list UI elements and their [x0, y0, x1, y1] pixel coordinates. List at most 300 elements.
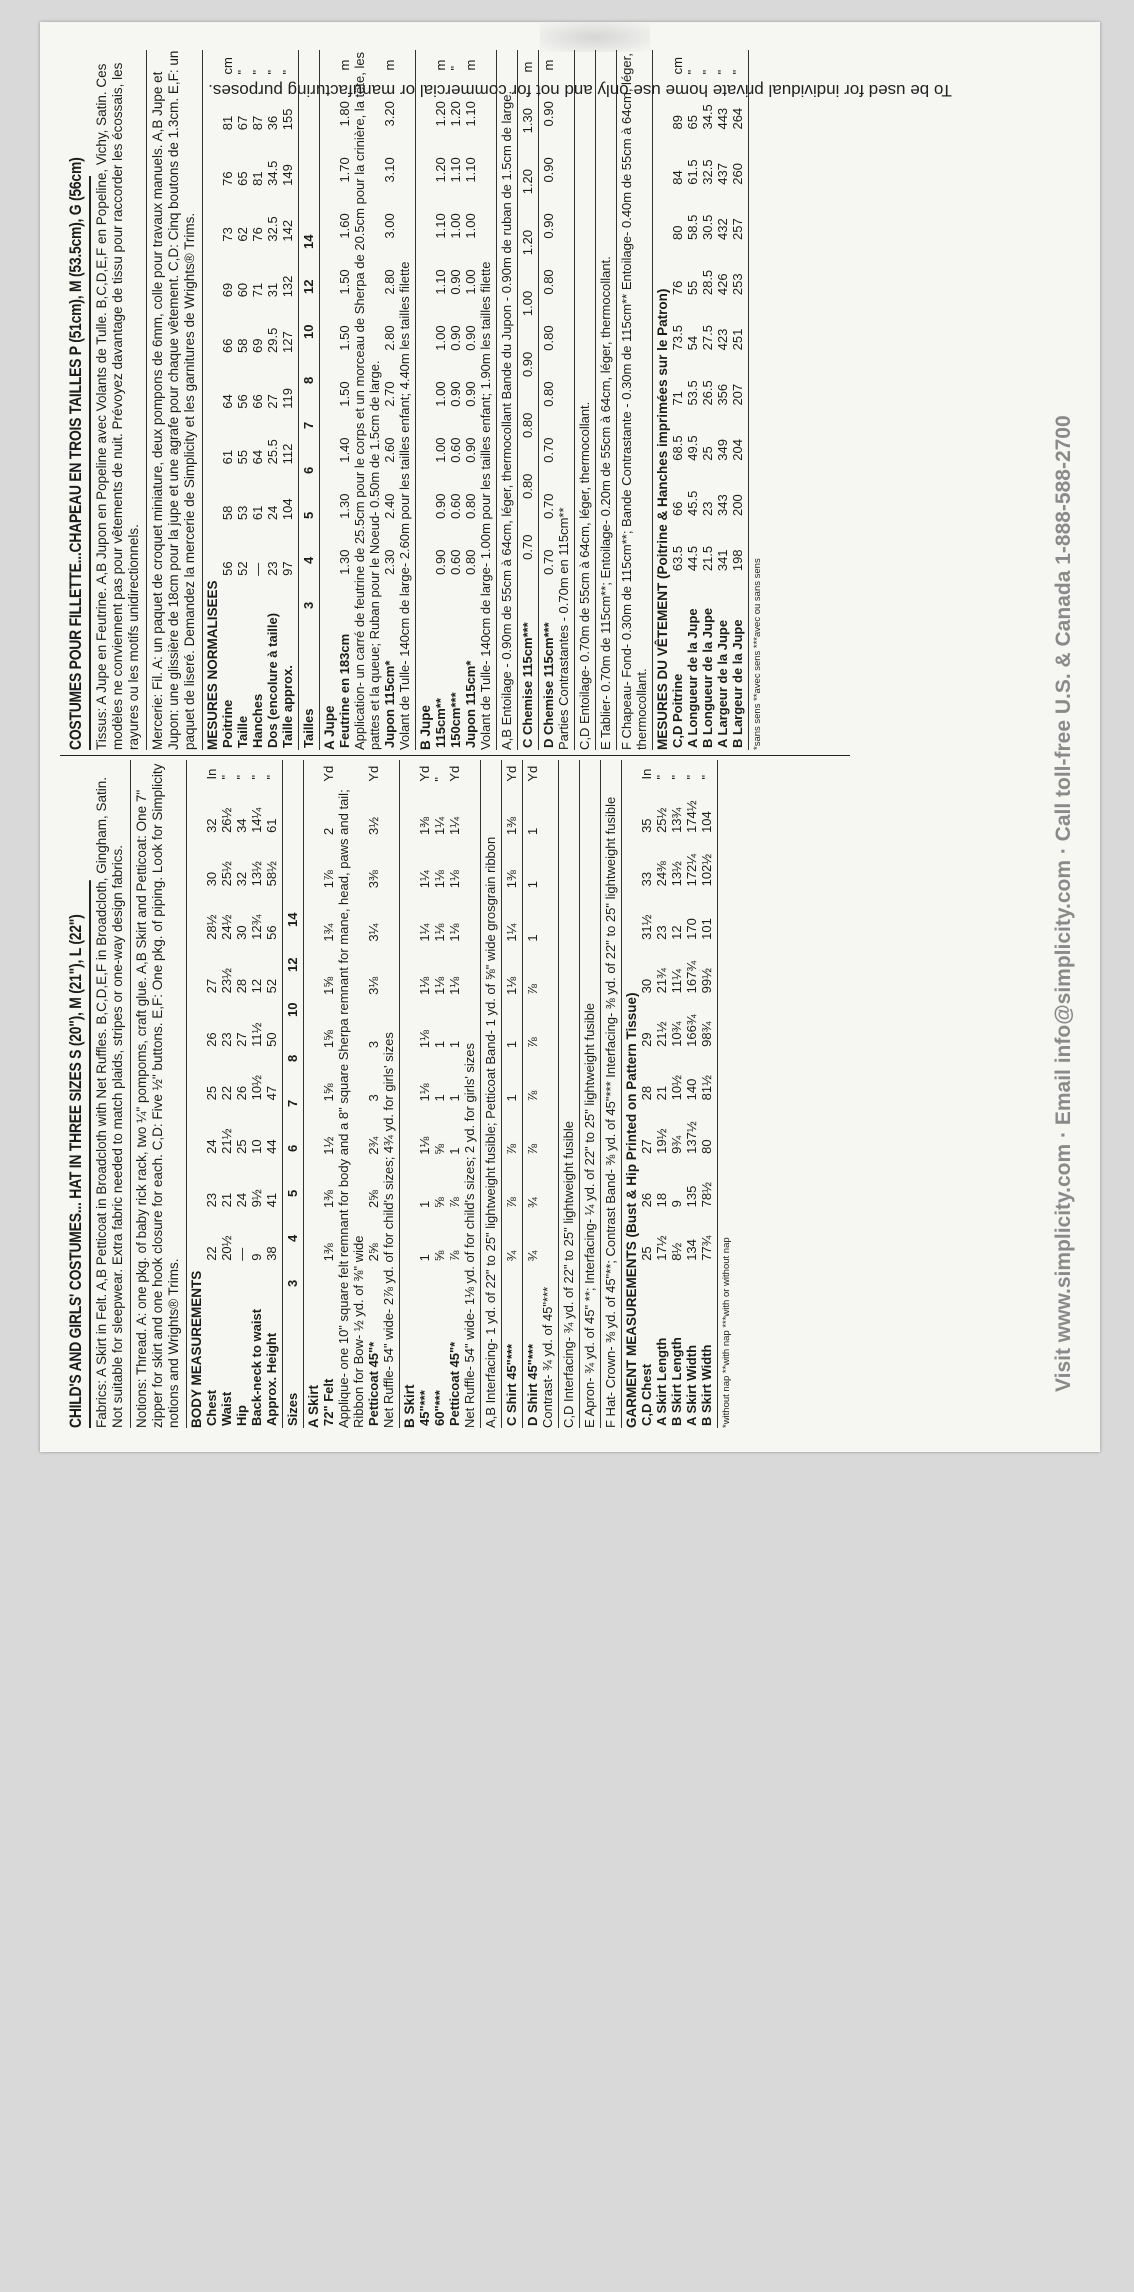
size-value: 7	[285, 1099, 300, 1107]
cell-value: 1.20	[433, 101, 448, 127]
unit-label: "	[235, 69, 250, 75]
cell-value: 58½	[264, 861, 279, 887]
french-title: COSTUMES POUR FILLETTE...CHAPEAU EN TROIS TAILLES P (51cm), M (53.5cm), G (56cm)	[62, 176, 91, 750]
unit-label: "	[700, 69, 715, 75]
cell-value: 32.5	[265, 216, 280, 242]
cell-value: 73.5	[670, 325, 685, 351]
size-value: 10	[301, 324, 316, 339]
b-skirt-yardage	[400, 760, 481, 1428]
cell-value: 56	[235, 394, 250, 409]
cell-value: 33	[639, 871, 654, 887]
english-footnote: *without nap **with nap ***with or without nap	[721, 1237, 732, 1428]
cell-value: 200	[730, 494, 745, 516]
cell-value: 12¾	[249, 914, 264, 940]
unit-label: Yd	[366, 765, 381, 782]
cell-value: 21.5	[700, 545, 715, 572]
cell-value: 1.50	[337, 269, 352, 295]
cell-value: 49.5	[685, 435, 700, 461]
cell-value: 30	[639, 978, 654, 994]
a-skirt-heading: A Skirt	[306, 1384, 321, 1428]
cell-value: 1⅝	[321, 1030, 336, 1049]
cell-value: 1½	[321, 1136, 336, 1155]
cell-value: 1	[447, 1147, 462, 1155]
cell-value: 0.70	[541, 493, 556, 519]
cell-value: 63.5	[670, 545, 685, 572]
row-label: A Skirt Width	[684, 1344, 699, 1426]
cell-value: 44.5	[685, 545, 700, 572]
cell-value: 0.90	[433, 549, 448, 575]
applique-note: Applique- one 10" square felt remnant for body and a 8" square Sherpa remnant for mane, head, paws and tail; Ribbon for Bow- ½ yd. of ⅜" wide	[336, 789, 366, 1428]
cell-value: 21¾	[654, 968, 669, 994]
row-label: D Chemise 115cm***	[541, 622, 556, 748]
cell-value: 0.90	[463, 437, 478, 463]
unit-label: "	[234, 774, 249, 780]
cell-value: 1⅛	[417, 1030, 432, 1049]
cell-value: 54	[685, 335, 700, 351]
cell-value: 24	[265, 505, 280, 521]
cell-value: 23	[700, 501, 715, 516]
cell-value: 52	[264, 978, 279, 994]
a-petticoat-row	[366, 760, 381, 1428]
cell-value: 89	[670, 115, 685, 130]
a-jupe-tissu-row	[337, 50, 352, 750]
english-fabrics: Fabrics: A Skirt in Felt. A,B Petticoat in Broadcloth with Net Ruffles. B,C,D,E,F in Broadcloth, Gingham, Satin. Not suitable for sleepwear. Extra fabric needed to match plaids, stripes or one-way design fabrics.	[91, 760, 131, 1428]
unit-label: cm	[220, 57, 235, 75]
cell-value: 0.90	[541, 101, 556, 127]
row-label: Jupon 115cm*	[382, 660, 397, 748]
a-skirt-fabric-row	[321, 760, 336, 1428]
mesure-vetement-row	[685, 50, 700, 750]
cell-value: 34	[234, 818, 249, 833]
cell-value: 0.80	[520, 412, 535, 438]
body-measurement-row	[249, 760, 264, 1428]
cell-value: 356	[715, 383, 730, 406]
cell-value: 14¼	[249, 807, 264, 833]
cell-value: 61	[220, 449, 235, 465]
cell-value: 1.00	[520, 290, 535, 317]
cell-value: 170	[684, 918, 699, 940]
row-label: Taille approx.	[280, 665, 295, 748]
row-label: A Largeur de la Jupe	[715, 619, 730, 748]
cell-value: 26.5	[700, 380, 715, 406]
unit-label: Yd	[504, 765, 519, 782]
english-notions: Notions: Thread. A: one pkg. of baby rick rack, two ¼" pompoms, craft glue. A,B Skirt and Petticoat: One 7" zipper for skirt and one hook closure for each. C,D: Five ½" buttons. E,F: One pkg. of piping. Look for Simplicity notions and Wrights® Trims.	[131, 760, 187, 1428]
cell-value: 1	[417, 1254, 432, 1262]
garment-measurement-row	[654, 760, 669, 1428]
unit-label: "	[249, 774, 264, 780]
cell-value: 1.00	[433, 325, 448, 351]
unit-label: "	[684, 774, 699, 780]
cell-value: 24	[204, 1139, 219, 1154]
row-label: D Shirt 45"***	[525, 1343, 540, 1426]
cell-value: 8½	[669, 1242, 684, 1261]
garment-measurements	[622, 760, 718, 1428]
cell-value: 28.5	[700, 269, 715, 296]
cell-value: 25½	[219, 861, 234, 887]
cell-value: ⅞	[447, 1250, 462, 1262]
cell-value: 10½	[249, 1075, 264, 1101]
a-jupe-metrage	[320, 50, 416, 750]
cell-value: 0.60	[448, 493, 463, 519]
mesures-heading: MESURES NORMALISEES	[205, 580, 220, 750]
mesure-vetement-row	[730, 50, 745, 750]
cell-value: 1.10	[463, 101, 478, 127]
unit-label: m	[337, 59, 352, 71]
unit-label: "	[699, 774, 714, 780]
cd-entoilage-note: C,D Entoilage- 0.70m de 55cm à 64cm, léger, thermocollant.	[575, 50, 596, 750]
cell-value: 81	[250, 171, 265, 186]
cell-value: 17½	[654, 1235, 669, 1261]
cell-value: 172¼	[684, 853, 699, 887]
garment-measurement-row	[699, 760, 714, 1428]
cell-value: 1	[504, 1094, 519, 1102]
row-label: Chest	[204, 1389, 219, 1426]
cell-value: 104	[699, 811, 714, 833]
cell-value: 9¾	[669, 1135, 684, 1154]
d-shirt-row	[525, 760, 540, 1428]
application-note: Application- un carré de feutrine de 25.5cm pour le corps et un morceau de Sherpa de 20.5cm pour la crinière, la tête, les pattes et la queue; Ruban pour le Noeud- 0.50m de 1.5cm de large.	[352, 51, 382, 750]
b-jupe-tissu-row	[433, 50, 448, 750]
row-label: C,D Chest	[639, 1363, 654, 1426]
row-label: Taille	[235, 715, 250, 748]
cell-value: 1.00	[448, 213, 463, 239]
cell-value: 0.90	[448, 269, 463, 295]
cell-value: 1.60	[337, 213, 352, 239]
cell-value: ¾	[525, 1250, 540, 1262]
cell-value: 2.60	[382, 437, 397, 463]
body-measurements	[187, 760, 283, 1428]
cell-value: 349	[715, 439, 730, 461]
unit-label: "	[250, 69, 265, 75]
cell-value: 24½	[219, 914, 234, 940]
sizes-label: Sizes	[285, 1392, 300, 1426]
tailles-row	[299, 50, 320, 750]
cell-value: 77¾	[699, 1235, 714, 1261]
cell-value: 27	[639, 1139, 654, 1154]
cell-value: 98¾	[699, 1021, 714, 1047]
cell-value: 41	[264, 1192, 279, 1208]
unit-label: m	[463, 59, 478, 71]
cell-value: 101	[699, 918, 714, 940]
sizes-label: Tailles	[301, 708, 316, 748]
ab-entoilage-note: A,B Entoilage - 0.90m de 55cm à 64cm, léger, thermocollant Bande du Jupon - 0.90m de ruban de 1.5cm de large.	[497, 50, 518, 750]
row-label: Back-neck to waist	[249, 1308, 264, 1426]
b-skirt-fabric-row	[432, 760, 447, 1428]
unit-label: cm	[670, 56, 685, 75]
cell-value: 0.90	[520, 351, 535, 378]
size-value: 12	[285, 957, 300, 972]
cell-value: 23½	[219, 968, 234, 994]
a-jupe-heading: A Jupe	[322, 705, 337, 750]
garment-measurement-row	[639, 760, 654, 1428]
cell-value: ¾	[525, 1197, 540, 1209]
cell-value: 166¾	[684, 1014, 699, 1047]
cell-value: 3.20	[382, 101, 397, 127]
b-jupe-tissu-row	[448, 50, 463, 750]
cell-value: 437	[715, 163, 730, 185]
row-label: 72" Felt	[321, 1378, 336, 1426]
cell-value: 27	[204, 978, 219, 994]
cell-value: 0.90	[448, 325, 463, 351]
pattern-sheet	[40, 22, 1100, 1452]
mesure-normalisee-row	[235, 50, 250, 750]
cell-value: 25	[234, 1139, 249, 1154]
cell-value: 0.80	[541, 381, 556, 407]
cell-value: 1.40	[337, 437, 352, 463]
cell-value: 137½	[684, 1121, 699, 1154]
cell-value: ¾	[504, 1250, 519, 1262]
cell-value: 2⅝	[366, 1243, 381, 1262]
cell-value: 30	[204, 871, 219, 887]
cell-value: 1.00	[463, 269, 478, 295]
cell-value: 257	[730, 218, 745, 240]
f-chapeau-note: F Chapeau- Fond- 0.30m de 115cm**; Bande Contrastante - 0.30m de 115cm** Entoilage- 0.40m de 55cm à 64cm, léger, thermocollant.	[617, 50, 653, 750]
cell-value: 3½	[366, 816, 381, 835]
cell-value: 28½	[204, 914, 219, 940]
body-measurements-table	[204, 760, 279, 1428]
cell-value: 19½	[654, 1128, 669, 1154]
size-value: 14	[285, 912, 300, 927]
cell-value: 64	[220, 394, 235, 409]
cell-value: 38	[264, 1246, 279, 1261]
cell-value: ⅝	[432, 1197, 447, 1209]
cell-value: ⅞	[504, 1143, 519, 1155]
cell-value: 27.5	[700, 325, 715, 351]
cell-value: 47	[264, 1085, 279, 1101]
cell-value: 2.40	[382, 493, 397, 519]
mesures-vetement-heading: MESURES DU VÊTEMENT (Poitrine & Hanches imprimées sur le Patron)	[655, 288, 670, 750]
cell-value: 127	[280, 331, 295, 353]
cell-value: 3	[366, 1094, 381, 1102]
cell-value: 71	[670, 391, 685, 406]
cell-value: 0.70	[541, 549, 556, 575]
french-tissus: Tissus: A Jupe en Feutrine. A,B Jupon en Popeline avec Volants de Tulle. B,C,D,E,F en Popeline, Vichy, Satin. Ces modèles ne conviennent pas pour vêtements de nuit. Prévoyez davantage de tissu pour raccorder les écossais, les rayures ou les motifs unidirectionnels.	[91, 50, 147, 750]
cell-value: 1	[417, 1200, 432, 1209]
cell-value: 76	[670, 280, 685, 296]
cell-value: —	[250, 562, 265, 576]
mesure-normalisee-row	[250, 50, 265, 750]
cell-value: 1	[525, 827, 540, 835]
cell-value: 1⅛	[447, 923, 462, 942]
row-label: 60"***	[432, 1390, 447, 1426]
cell-value: 1⅛	[432, 976, 447, 995]
cell-value: 76	[220, 171, 235, 186]
size-value: 14	[301, 234, 316, 249]
cell-value: ⅝	[432, 1250, 447, 1262]
cell-value: 20½	[219, 1235, 234, 1261]
cell-value: 1¼	[432, 816, 447, 835]
cell-value: 26	[234, 1085, 249, 1101]
cell-value: 22	[219, 1085, 234, 1101]
row-label: C Chemise 115cm***	[520, 622, 535, 748]
size-value: 7	[301, 421, 316, 429]
cell-value: 0.90	[448, 381, 463, 407]
cell-value: 174½	[684, 800, 699, 833]
cell-value: 58	[235, 338, 250, 353]
cell-value: 1.30	[337, 493, 352, 519]
cell-value: 135	[684, 1185, 699, 1208]
cell-value: 66	[670, 501, 685, 516]
cell-value: 119	[280, 387, 295, 409]
cell-value: 23	[265, 561, 280, 576]
size-value: 4	[285, 1234, 300, 1242]
cell-value: 56	[220, 561, 235, 576]
d-chemise-row	[541, 50, 556, 750]
cell-value: 1⅜	[504, 816, 519, 835]
cell-value: 2⅝	[366, 1189, 381, 1209]
cell-value: 0.70	[520, 534, 535, 560]
cell-value: 1.10	[433, 269, 448, 295]
cell-value: 2.80	[382, 269, 397, 295]
cell-value: 64	[250, 449, 265, 465]
size-value: 8	[285, 1054, 300, 1062]
cell-value: 3.10	[382, 157, 397, 183]
cell-value: 1⅝	[321, 1083, 336, 1102]
cell-value: 1	[447, 1040, 462, 1049]
cell-value: 1.10	[433, 213, 448, 239]
c-shirt-row	[504, 760, 519, 1428]
cell-value: 260	[730, 163, 745, 185]
cell-value: 71	[250, 282, 265, 298]
size-value: 10	[285, 1002, 300, 1017]
cell-value: 25.5	[265, 439, 280, 465]
cell-value: 3	[366, 1040, 381, 1049]
cell-value: 28	[234, 978, 249, 994]
row-label: Petticoat 45"*	[447, 1341, 462, 1426]
cell-value: 53.5	[685, 380, 700, 406]
cell-value: 264	[730, 107, 745, 130]
usage-notice: To be used for individual private home use only and not for commercial or manufacturing purposes.	[208, 81, 952, 100]
cell-value: 1.20	[433, 157, 448, 183]
unit-label: In	[639, 768, 654, 780]
cell-value: 1⅝	[321, 976, 336, 995]
contrast-note: Contrast- ¾ yd. of 45"***	[540, 1286, 555, 1428]
cell-value: 1	[447, 1094, 462, 1102]
cell-value: 44	[264, 1139, 279, 1154]
b-jupe-tissu-row	[463, 50, 478, 750]
cell-value: 0.70	[541, 437, 556, 463]
cell-value: 142	[280, 219, 295, 242]
cell-value: 2	[321, 827, 336, 835]
cell-value: ⅞	[525, 1143, 540, 1155]
cell-value: 67	[235, 115, 250, 131]
volant-b-note: Volant de Tulle- 140cm de large- 1.00m pour les tailles enfant; 1.90m les tailles filette	[478, 261, 493, 750]
cell-value: 9	[249, 1253, 264, 1261]
cell-value: 204	[730, 439, 745, 461]
mesure-vetement-row	[715, 50, 730, 750]
cell-value: 80	[699, 1139, 714, 1154]
cell-value: 30.5	[700, 214, 715, 240]
row-label: Poitrine	[220, 699, 235, 748]
cell-value: 1	[432, 1094, 447, 1102]
cell-value: 78½	[699, 1182, 714, 1208]
cell-value: 25	[204, 1085, 219, 1101]
cell-value: 1.10	[463, 157, 478, 183]
mesure-vetement-row	[700, 50, 715, 750]
cell-value: 9½	[249, 1189, 264, 1208]
cell-value: 23	[654, 925, 669, 940]
cell-value: 0.90	[433, 493, 448, 519]
cell-value: 13½	[669, 861, 684, 887]
size-value: 6	[285, 1144, 300, 1152]
unit-label: "	[654, 774, 669, 780]
french-panel	[62, 50, 862, 750]
french-mercerie: Mercerie: Fil. A: un paquet de croquet miniature, deux pompons de 6mm, colle pour travaux manuels. A,B Jupe et Jupon: une glissière de 18cm pour la jupe et une agrafe pour chaque vêtement. C,D: Cinq boutons de 1.3cm. E,F: un paquet de liseré. Demandez la mercerie de Simplicity et les garnitures de Wrights® Trims.	[147, 50, 203, 750]
cell-value: 112	[280, 443, 295, 465]
cell-value: 30	[234, 925, 249, 940]
cell-value: 87	[250, 115, 265, 131]
cell-value: 0.90	[541, 157, 556, 183]
cell-value: 99½	[699, 968, 714, 994]
cell-value: 1¾	[321, 923, 336, 942]
cell-value: 1⅛	[432, 870, 447, 889]
parties-note: Parties Contrastantes - 0.70m en 115cm**	[556, 507, 571, 750]
cell-value: 24⅜	[654, 861, 669, 887]
cell-value: 1.70	[337, 157, 352, 183]
cell-value: 167¾	[684, 960, 699, 994]
mesure-normalisee-row	[265, 50, 280, 750]
cell-value: 9	[669, 1200, 684, 1208]
unit-label: "	[669, 774, 684, 780]
cell-value: 53	[235, 505, 250, 521]
cell-value: 29	[639, 1032, 654, 1047]
cell-value: ⅞	[525, 1037, 540, 1049]
cell-value: 1¼	[447, 816, 462, 835]
cell-value: 97	[280, 561, 295, 576]
size-value: 3	[301, 601, 316, 609]
cell-value: 253	[730, 273, 745, 296]
row-label: A Longueur de la Jupe	[685, 608, 700, 748]
a-skirt-yardage	[304, 760, 400, 1428]
cell-value: 50	[264, 1032, 279, 1047]
size-value: 12	[301, 279, 316, 294]
body-measurements-heading: BODY MEASUREMENTS	[189, 1270, 204, 1428]
unit-label: "	[219, 774, 234, 780]
body-measurement-row	[264, 760, 279, 1428]
cell-value: 155	[280, 108, 295, 131]
cell-value: 1.00	[433, 437, 448, 463]
cell-value: 134	[684, 1239, 699, 1261]
rotated-page-content	[40, 22, 1100, 1452]
english-panel	[62, 760, 862, 1428]
cell-value: 18	[654, 1192, 669, 1208]
cell-value: 26½	[219, 807, 234, 833]
cell-value: 69	[220, 282, 235, 298]
cell-value: 2.70	[382, 381, 397, 407]
cell-value: 61	[250, 505, 265, 521]
cell-value: 31½	[639, 914, 654, 940]
row-label: 45"***	[417, 1390, 432, 1426]
unit-label: "	[715, 69, 730, 75]
cell-value: 12	[669, 925, 684, 940]
cell-value: ⅝	[432, 1143, 447, 1155]
cell-value: 68.5	[670, 435, 685, 461]
cell-value: 1.80	[337, 101, 352, 127]
row-label: Petticoat 45"*	[366, 1341, 381, 1426]
cell-value: 140	[684, 1078, 699, 1101]
cell-value: 1⅛	[504, 976, 519, 995]
cell-value: ⅞	[447, 1197, 462, 1209]
cell-value: 343	[715, 494, 730, 516]
unit-label: "	[280, 69, 295, 75]
french-footnote: *sans sens **avec sens ***avec ou sans sens	[752, 558, 763, 750]
cell-value: 22	[204, 1246, 219, 1261]
cell-value: 55	[235, 449, 250, 465]
cell-value: 66	[250, 394, 265, 409]
cell-value: 1.20	[520, 229, 535, 256]
cell-value: 26	[204, 1032, 219, 1047]
row-label: C Shirt 45"***	[504, 1343, 519, 1426]
